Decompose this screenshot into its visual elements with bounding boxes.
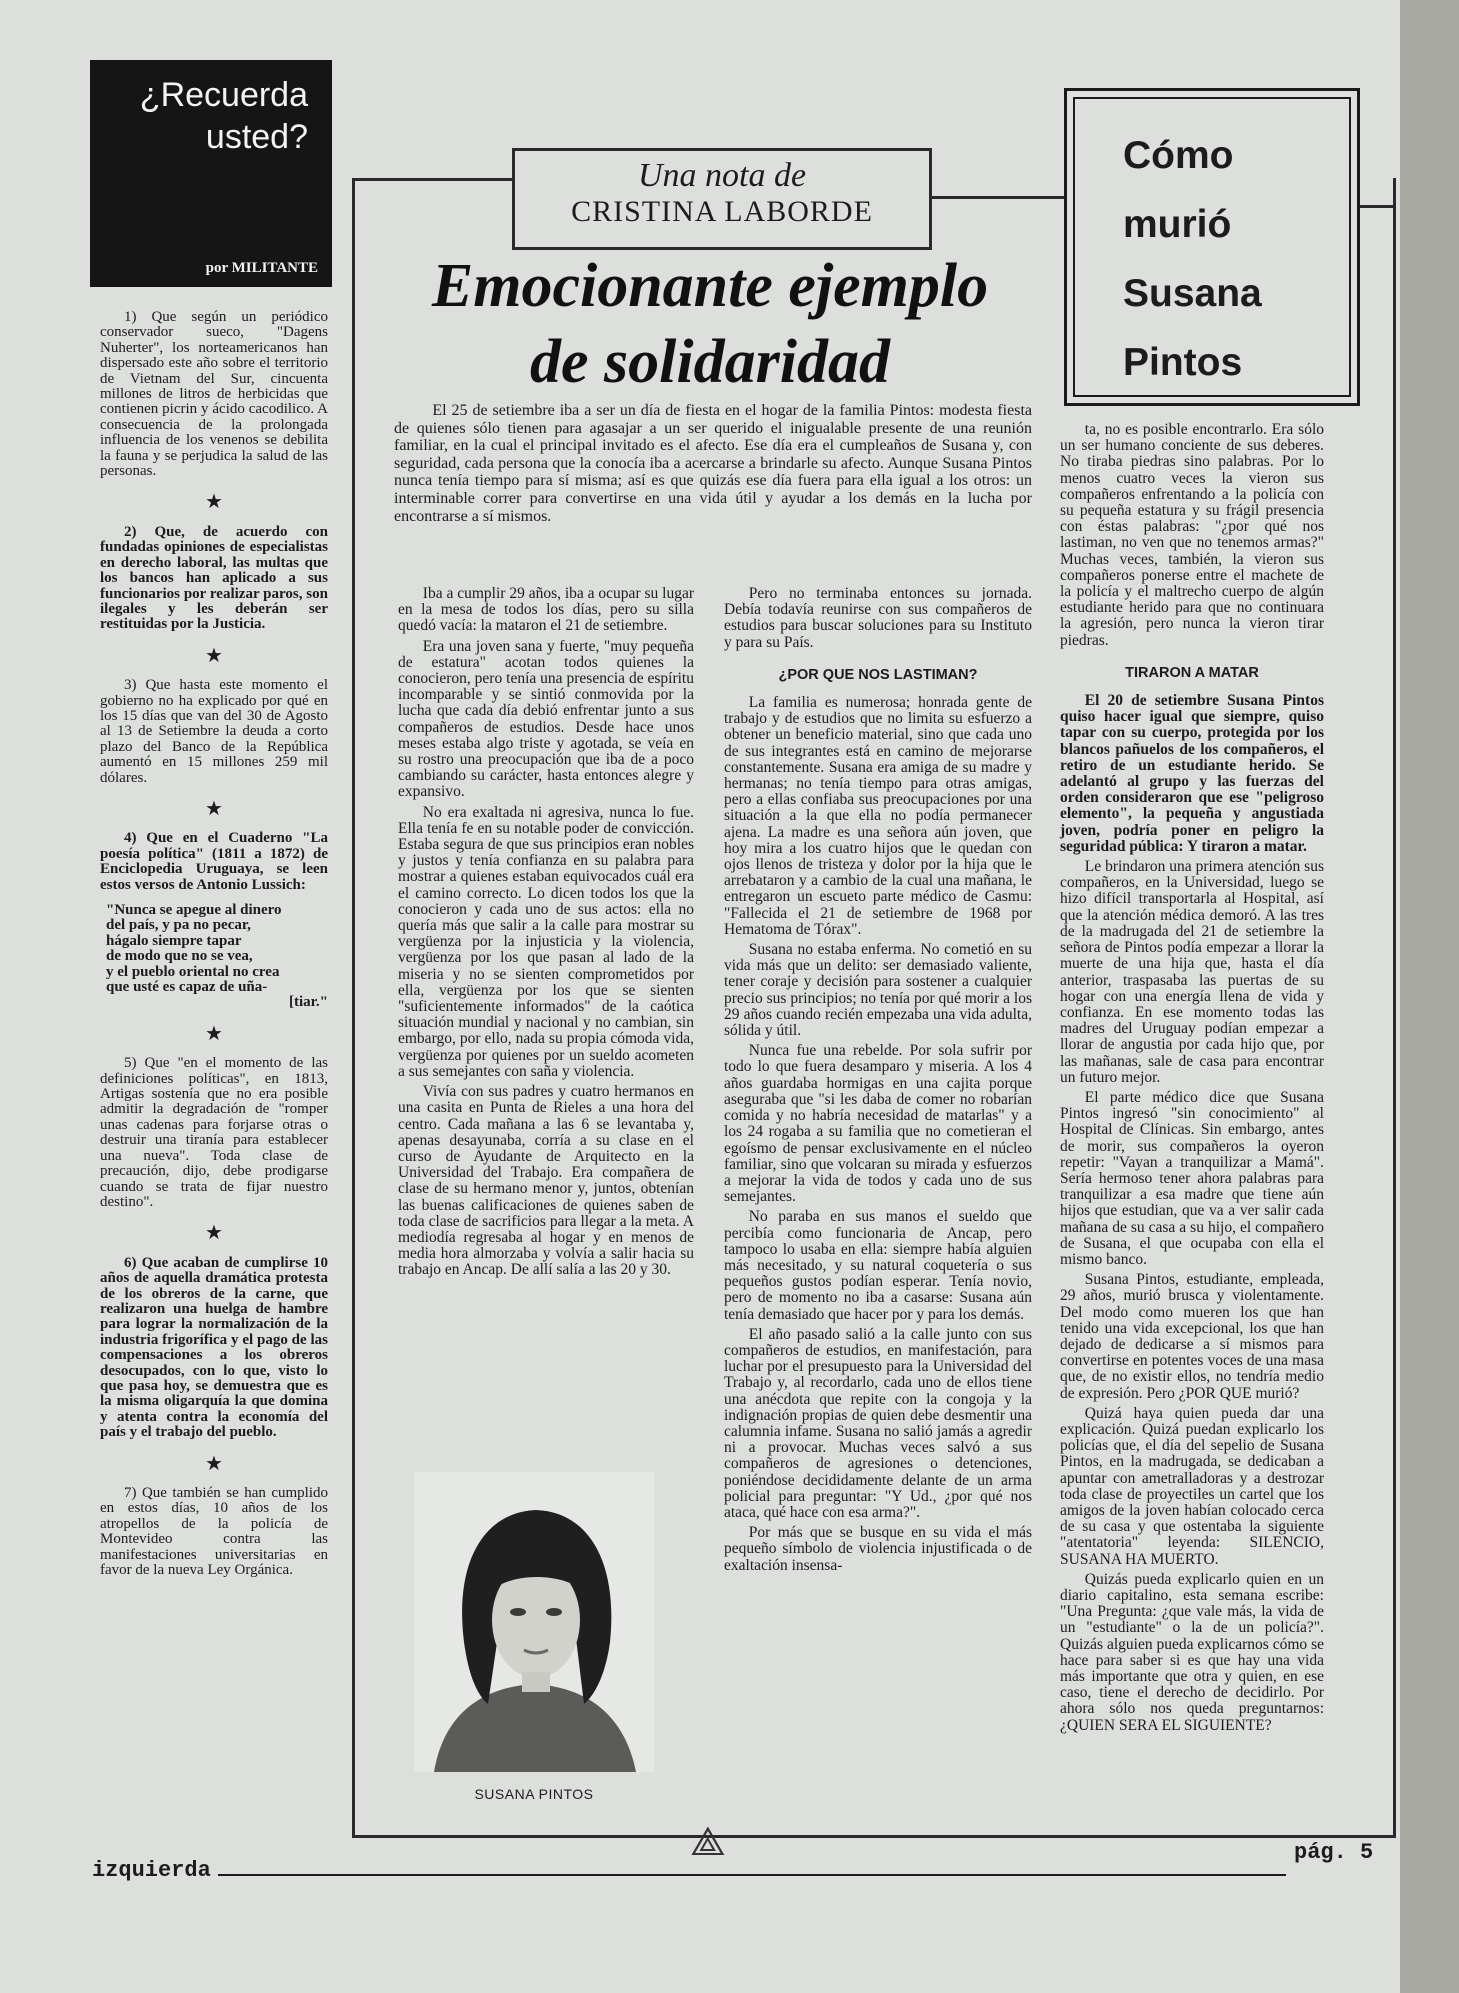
paragraph: Vivía con sus padres y cuatro hermanos en una casita en Punta de Rieles a una hora del centro. Cada mañana a las 6 se levantaba y, apenas desayunaba, corría a su clase en el curso de Ayudante de Arquitecto en la Universidad del Trabajo. Era compañera de clase de su hermano menor y, juntos, obtenían las buenas calificaciones de quienes saben de toda clase de sacrificios para llegar a la meta. A mediodía regresaba al hogar y en menos de media hora almorzaba y volvía a salir hacia su trabajo en Ancap. De allí salía a las 20 y 30.: [398, 1083, 694, 1279]
paragraph: Susana no estaba enferma. No cometió en su vida más que un delito: ser demasiado valiente, tener coraje y decisión para sostener a cualquier precio sus principios; no tenía por qué morir a los 29 años cuando recién empezaba una vida adulta, sólida y útil.: [724, 941, 1032, 1040]
headline: Emocionante ejemplo de solidaridad: [431, 252, 989, 396]
recuerda-item: 7) Que también se han cumplido en estos días, 10 años de los atropellos de la policía de Montevideo contra las manifestaciones universitarias en favor de la nueva Ley Orgánica.: [100, 1485, 328, 1579]
article-column-3: [1060, 422, 1324, 1738]
byline-author: CRISTINA LABORDE: [571, 195, 873, 228]
star-icon: ★: [205, 1452, 223, 1475]
subheading: ¿POR QUE NOS LASTIMAN?: [778, 666, 978, 683]
article-column-2: [724, 586, 1032, 1578]
verse-line: [tiar.": [288, 994, 328, 1011]
paragraph: ta, no es posible encontrarlo. Era sólo un ser humano conciente de sus deberes. No tiraba piedras sino palabras. Por lo menos cuatro veces la vieron sus compañeros enfrentando a la policía con su pequeña estatura y su frágil presencia con éstas palabras: "¿por qué nos lastiman, no ven que no tenemos armas?" Muchas veces, también, la vieron sus compañeros ponerse entre el machete de la policía y el maltrecho cuerpo de algún estudiante herido para que no continuara la agresión, pero nunca la vieron tirar piedras.: [1060, 421, 1324, 649]
recuerda-author: por MILITANTE: [205, 260, 318, 276]
paragraph: Quizá haya quien pueda dar una explicación. Quizá puedan explicarlo los policías que, el día del sepelio de Susana Pintos, en la madrugada, se dedicaban a apuntar con ametralladoras y a destrozar toda clase de proyectiles un cartel que los amigos de la joven habían colocado cerca de su casa y que ostentaba la siguiente "atentatoria" leyenda: SILENCIO, SUSANA HA MUERTO.: [1060, 1404, 1324, 1568]
verse-block: [106, 903, 328, 1011]
paragraph: No paraba en sus manos el sueldo que percibía como funcionaria de Ancap, pero tampoco lo usaba en ella: siempre había alguien más necesitado, y su natural coquetería o sus pequeños gustos podían esperar. Tenía novio, pero de momento no iba a casarse: Susana aún tenía demasiado que hacer por y para los demás.: [724, 1208, 1032, 1323]
paragraph: Iba a cumplir 29 años, iba a ocupar su lugar en la mesa de todos los días, pero su silla quedó vacía: la mataron el 21 de setiembre.: [398, 585, 694, 635]
footer-publication: izquierda: [92, 1858, 211, 1883]
recuerda-item: 4) Que en el Cuaderno "La poesía política" (1811 a 1872) de Enciclopedia Uruguaya, se leen estos versos de Antonio Lussich:: [100, 830, 328, 893]
subheading: TIRARON A MATAR: [1125, 664, 1259, 681]
footer-rule: [218, 1874, 1286, 1876]
byline-intro: Una nota de: [637, 157, 807, 194]
byline-box: [512, 148, 932, 250]
paragraph: Pero no terminaba entonces su jornada. Debía todavía reunirse con sus compañeros de estudios para buscar soluciones para su Instituto y para su País.: [724, 585, 1032, 651]
page-number: pág. 5: [1294, 1840, 1374, 1865]
star-icon: ★: [205, 1022, 223, 1045]
star-icon: ★: [205, 491, 223, 514]
paragraph: Era una joven sana y fuerte, "muy pequeña de estatura" acotan todos quienes la conocieron, pero tenía una presencia de espíritu incomparable y se sintió conmovida por la lucha que cada día debió enfrentar junto a sus compañeros de estudios. Desde hace unos meses estaba algo triste y agotada, se veía en su rostro una preocupación que iba de a poco cambiando su carácter, hasta entonces alegre y expansivo.: [398, 637, 694, 801]
star-icon: ★: [205, 644, 223, 667]
paragraph: Susana Pintos, estudiante, empleada, 29 años, murió brusca y violentamente. Del modo como mueren los que han tenido una vida excepcional, los que han dejado de dedicarse a sí mismos para convertirse en potentes voces de una masa que, de no existir ellos, no tendría medio de expresión. Pero ¿POR QUE murió?: [1060, 1271, 1324, 1402]
frame-rule: [352, 178, 512, 181]
article-column-1: [398, 586, 694, 1283]
paragraph: La familia es numerosa; honrada gente de trabajo y de estudios que no limita su esfuerzo a obtener un beneficio material, sino que cada uno de sus integrantes está en camino de mejorarse constantemente. Susana era amiga de su madre y hermanas; no tenía tiempo para otras amigas, pero a ellas confiaba sus preocupaciones por una situación a la que ella no podía permanecer ajena. La madre es una señora aún joven, que hoy mira a los cuatro hijos que le quedan con ojos llenos de tristeza y dolor por la hija que le arrebataron y a cambio de la cual una mañana, le entregaron un escueto parte médico de Casmu: "Fallecida el 21 de setiembre de 1968 por Hematoma de Tórax".: [724, 694, 1032, 938]
recuerda-item: 6) Que acaban de cumplirse 10 años de aquella dramática protesta de los obreros de la carne, que realizaron una huelga de hambre para lograr la normalización de la industria frigorífica y el pago de las compensaciones a los obreros desocupados, con lo que, visto lo que pasa hoy, se demuestra que es la misma oligarquía la que domina y atenta contra la economía del país y el trabajo del pueblo.: [100, 1254, 328, 1441]
frame-rule: [1360, 205, 1393, 208]
paragraph: Quizás pueda explicarlo quien en un diario capitalino, esta semana escribe: "Una Pregunta: ¿que vale más, la vida de un "estudiante" o la de un policía?". Quizás alguien pueda explicarnos cómo se hace para saber si es que hay una vida más importante que otra y quien, en ese caso, tiene el derecho de decidirlo. Por ahora sólo nos queda preguntarnos: ¿QUIEN SERA EL SIGUIENTE?: [1060, 1570, 1324, 1734]
verse-line: hágalo siempre tapar: [106, 932, 242, 949]
pen-mark-icon: ⟁: [690, 1819, 726, 1864]
verse-line: y el pueblo oriental no crea: [106, 963, 280, 980]
verse-line: del país, y pa no pecar,: [106, 917, 251, 934]
paragraph: Le brindaron una primera atención sus compañeros, en la Universidad, luego se hizo difícil transportarla al Hospital, así que la atención médica demoró. A las tres de la madrugada del 21 de setiembre la señora de Pintos podía empezar a llorar la muerte de una hija que, hasta el día anterior, traspasaba las puertas de su hogar con una energía llena de vida y confianza. En ese momento todas las madres del Uruguay podían empezar a llorar de angustia por cada hijo que, por las mañanas, sale de casa para encontrar un futuro mejor.: [1060, 858, 1324, 1086]
paragraph: El año pasado salió a la calle junto con sus compañeros de estudios, en manifestación, para luchar por el presupuesto para la Universidad del Trabajo y, al recordarlo, cada uno de ellos tiene una anécdota que repite con la congoja y la indignación propias de quien debe desmentir una calumnia infame. Susana no salió jamás a agredir ni a provocar. Muchas veces salvó a sus compañeros de agresiones o detenciones, poniéndose decididamente delante de un arma policial para preguntar: "Y Ud., ¿por qué nos ataca, qué hace con esa arma?".: [724, 1325, 1032, 1521]
photo-caption: SUSANA PINTOS: [474, 1786, 594, 1802]
star-icon: ★: [205, 797, 223, 820]
star-icon: ★: [205, 1222, 223, 1245]
verse-line: de modo que no se vea,: [106, 948, 253, 965]
title-box: [1064, 88, 1360, 406]
verse-line: "Nunca se apegue al dinero: [106, 902, 282, 918]
recuerda-item: 3) Que hasta este momento el gobierno no ha explicado por qué en los 15 días que van del 30 de Agosto al 13 de Setiembre la deuda a corto plazo del Banco de la República aumentó en 15 millones 259 mil dólares.: [100, 677, 328, 786]
paragraph: Nunca fue una rebelde. Por sola sufrir por todo lo que fuera desamparo y miseria. A los 4 años guardaba hormigas en una cajita porque aseguraba que "si les daba de comer no robarían comida y no habría necesidad de matarlas" y a los 24 rogaba a su familia que no cometieran el egoísmo de pensar exclusivamente en el núcleo familiar, sino que volcaran su mirada y esfuerzos a mejorar la vida de todos y cada uno de sus semejantes.: [724, 1042, 1032, 1206]
recuerda-item: 1) Que según un periódico conservador sueco, "Dagens Nuherter", los norteamericanos han dispersado este año sobre el territorio de Vietnam del Sur, cincuenta millones de litros de herbicidas que contienen picrin y ácido cacodilico. A consecuencia de la prolongada influencia de los venenos se debilita la fauna y se perjudica la salud de las personas.: [100, 309, 328, 480]
recuerda-title: ¿Recuerda usted?: [139, 76, 308, 156]
portrait-image: [414, 1472, 654, 1772]
paragraph: El parte médico dice que Susana Pintos ingresó "sin conocimiento" al Hospital de Clínicas. Sin embargo, antes de morir, sus compañeros la oyeron repetir: "Vayan a tranquilizar a Mamá". Sería hermoso tener ahora palabras para tranquilizar a esa madre que tiene aún hijos que estudian, que va a ver salir cada mañana de su casa a su hijo, el compañero de Susana, el que ocupaba con ella el mismo banco.: [1060, 1088, 1324, 1268]
lead-text: El 25 de setiembre iba a ser un día de fiesta en el hogar de la familia Pintos: modesta fiesta de quienes sólo tienen para agasajar a un ser querido el inigualable presente de una reunión familiar, en la cual el principal invitado es el afecto. Ese día era el cumpleaños de Susana y, con seguridad, cada persona que la conocía iba a acercarse a brindarle su afecto. Aunque Susana Pintos nunca tenía tiempo para sí misma; así es que quizás ese día fuera para ella igual a los otros: un interminable correr para convertirse en una vida útil y ayudar a los demás en la lucha por encontrarse a sí mismos.: [394, 402, 1032, 525]
recuerda-box: [90, 60, 332, 287]
portrait-photo: [414, 1472, 654, 1772]
paragraph: Por más que se busque en su vida el más pequeño símbolo de violencia injustificada o de exaltación insensa-: [724, 1524, 1032, 1574]
recuerda-item: 5) Que "en el momento de las definiciones políticas", en 1813, Artigas sostenía que no era posible admitir la degradación de "romper unas cadenas para forjarse otras o destruir una tiranía para establecer una nueva". Toda clase de precaución, dijo, debe prodigarse cuando se trata de fijar nuestro destino".: [100, 1055, 328, 1210]
recuerda-column: [100, 310, 328, 1578]
box-title: Cómo murió Susana Pintos: [1123, 134, 1262, 384]
frame-rule: [928, 196, 1064, 199]
paragraph: El 20 de setiembre Susana Pintos quiso hacer igual que siempre, quiso tapar con su cuerpo, protegida por los blancos pañuelos de los compañeros, el retiro de un estudiante herido. Se adelantó al grupo y las fuerzas del orden consideraron que ese "peligroso elemento", la pequeña y angustiada joven, podría poner en peligro la seguridad pública: Y tiraron a matar.: [1060, 692, 1324, 855]
page-edge: [1400, 0, 1459, 1993]
recuerda-item: 2) Que, de acuerdo con fundadas opiniones de especialistas en derecho laboral, las multas que los bancos han aplicado a sus funcionarios por realizar paros, son ilegales y les deberán ser restituidas por la Justicia.: [100, 523, 328, 633]
verse-line: que usté es capaz de uña-: [106, 979, 268, 996]
paragraph: No era exaltada ni agresiva, nunca lo fue. Ella tenía fe en su notable poder de convicción. Estaba segura de que sus principios eran nobles y justos y tenía confianza en su palabra para mostrar a quienes estaban equivocados cuál era el camino correcto. Lo dicen todos los que la conocieron y cada uno de sus actos: ella no quería más que salir a la calle para mostrar su vergüenza por la injusticia y la violencia, vergüenza por los que pasan al lado de la miseria y no se sienten comprometidos por ella, vergüenza por los que se sienten "suficientemente informados" de la caótica situación mundial y nacional y no cambian, sin embargo, por ello, nada su propia cómoda vida, vergüenza por quienes por un sueldo acometen a sus semejantes con saña y violencia.: [398, 803, 694, 1080]
lead-paragraph: [394, 402, 1032, 525]
